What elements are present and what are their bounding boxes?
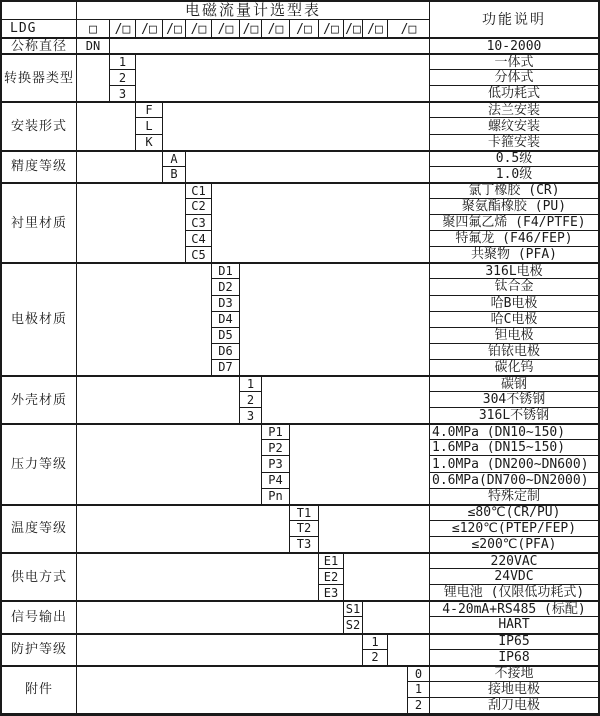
option-code: 2 <box>408 698 430 714</box>
filler-cell <box>77 151 163 183</box>
option-description: 碳化钨 <box>430 360 598 376</box>
option-description: 分体式 <box>430 70 598 86</box>
option-code: D4 <box>212 312 240 328</box>
option-description: 钽电极 <box>430 328 598 344</box>
option-code: K <box>136 135 163 151</box>
category-label: 供电方式 <box>2 553 77 601</box>
option-description: IP65 <box>430 634 598 650</box>
filler-cell <box>290 424 430 504</box>
option-description: 24VDC <box>430 569 598 585</box>
option-code: 2 <box>110 70 136 86</box>
option-description: 特殊定制 <box>430 489 598 505</box>
option-description: 220VAC <box>430 553 598 569</box>
filler-cell <box>77 553 319 601</box>
option-code: D3 <box>212 296 240 312</box>
category-label: 信号输出 <box>2 601 77 633</box>
model-code-placeholder: □ <box>77 20 110 38</box>
option-code: 1 <box>363 634 388 650</box>
option-code: 3 <box>240 408 262 424</box>
option-description: 316L不锈钢 <box>430 408 598 424</box>
option-code: 2 <box>240 392 262 408</box>
option-code: E3 <box>319 585 344 601</box>
filler-cell <box>77 424 262 504</box>
option-code: P3 <box>262 456 290 472</box>
option-description: 1.0级 <box>430 167 598 183</box>
code-slot: /□ <box>163 20 186 38</box>
option-code: 1 <box>240 376 262 392</box>
filler-cell <box>186 151 430 183</box>
filler-cell <box>77 263 212 376</box>
filler-cell <box>110 38 430 54</box>
option-code: T2 <box>290 521 319 537</box>
option-description: ≤80℃(CR/PU) <box>430 505 598 521</box>
option-code: P2 <box>262 440 290 456</box>
option-description: 卡箍安装 <box>430 135 598 151</box>
option-code: T3 <box>290 537 319 553</box>
option-description: 共聚物 (PFA) <box>430 247 598 263</box>
code-slot: /□ <box>363 20 388 38</box>
code-slot: /□ <box>212 20 240 38</box>
option-code: T1 <box>290 505 319 521</box>
option-description: IP68 <box>430 650 598 666</box>
category-label: 温度等级 <box>2 505 77 553</box>
option-code: Pn <box>262 489 290 505</box>
option-description: HART <box>430 617 598 633</box>
model-prefix-label: LDG <box>2 20 77 38</box>
option-description: 4.0MPa (DN10~150) <box>430 424 598 440</box>
option-code: 1 <box>110 54 136 70</box>
option-code: F <box>136 102 163 118</box>
title-row-corner-cell <box>2 2 77 20</box>
option-code: D2 <box>212 279 240 295</box>
option-description: 法兰安装 <box>430 102 598 118</box>
option-description: 钛合金 <box>430 279 598 295</box>
option-code: S2 <box>344 617 363 633</box>
category-label: 衬里材质 <box>2 183 77 263</box>
filler-cell <box>388 634 430 666</box>
filler-cell <box>77 54 110 102</box>
filler-cell <box>77 666 408 714</box>
filler-cell <box>77 376 240 424</box>
option-description: 锂电池 (仅限低功耗式) <box>430 585 598 601</box>
option-code: D5 <box>212 328 240 344</box>
filler-cell <box>262 376 430 424</box>
filler-cell <box>77 601 344 633</box>
option-code: 2 <box>363 650 388 666</box>
filler-cell <box>77 634 363 666</box>
category-label: 附件 <box>2 666 77 714</box>
filler-cell <box>77 505 290 553</box>
option-code: D6 <box>212 344 240 360</box>
option-code: P1 <box>262 424 290 440</box>
option-code: D7 <box>212 360 240 376</box>
category-label: 电极材质 <box>2 263 77 376</box>
option-code: C4 <box>186 231 212 247</box>
option-description: 聚氨酯橡胶 (PU) <box>430 199 598 215</box>
code-slot: /□ <box>136 20 163 38</box>
category-label: 公称直径 <box>2 38 77 54</box>
option-description: 螺纹安装 <box>430 118 598 134</box>
option-description: 特氟龙 (F46/FEP) <box>430 231 598 247</box>
option-description: 0.6MPa(DN700~DN2000) <box>430 473 598 489</box>
code-slot: /□ <box>110 20 136 38</box>
filler-cell <box>212 183 430 263</box>
option-code: 3 <box>110 86 136 102</box>
option-code: 0 <box>408 666 430 682</box>
option-code: B <box>163 167 186 183</box>
category-label: 外壳材质 <box>2 376 77 424</box>
code-slot: /□ <box>319 20 344 38</box>
filler-cell <box>240 263 430 376</box>
code-slot: /□ <box>290 20 319 38</box>
option-code: D1 <box>212 263 240 279</box>
option-code: DN <box>77 38 110 54</box>
option-code: A <box>163 151 186 167</box>
code-slot: /□ <box>186 20 212 38</box>
option-code: L <box>136 118 163 134</box>
option-code: E2 <box>319 569 344 585</box>
option-description: 1.6MPa (DN15~150) <box>430 440 598 456</box>
filler-cell <box>319 505 430 553</box>
option-description: 哈B电极 <box>430 296 598 312</box>
option-code: 1 <box>408 682 430 698</box>
option-description: 不接地 <box>430 666 598 682</box>
code-slot: /□ <box>240 20 262 38</box>
option-description: 10-2000 <box>430 38 598 54</box>
option-description: 接地电极 <box>430 682 598 698</box>
option-code: C5 <box>186 247 212 263</box>
filler-cell <box>136 54 430 102</box>
option-description: 1.0MPa (DN200~DN600) <box>430 456 598 472</box>
option-description: 低功耗式 <box>430 86 598 102</box>
option-code: C3 <box>186 215 212 231</box>
category-label: 安装形式 <box>2 102 77 150</box>
option-description: 刮刀电极 <box>430 698 598 714</box>
option-description: 0.5级 <box>430 151 598 167</box>
option-description: 304不锈钢 <box>430 392 598 408</box>
category-label: 精度等级 <box>2 151 77 183</box>
option-description: ≤120℃(PTEP/FEP) <box>430 521 598 537</box>
filler-cell <box>77 102 136 150</box>
option-description: 一体式 <box>430 54 598 70</box>
option-description: 碳钢 <box>430 376 598 392</box>
option-code: C1 <box>186 183 212 199</box>
category-label: 防护等级 <box>2 634 77 666</box>
filler-cell <box>344 553 430 601</box>
option-code: S1 <box>344 601 363 617</box>
filler-cell <box>163 102 430 150</box>
code-slot: /□ <box>262 20 290 38</box>
code-slot: /□ <box>388 20 430 38</box>
option-description: 哈C电极 <box>430 312 598 328</box>
category-label: 压力等级 <box>2 424 77 504</box>
option-description: 铂铱电极 <box>430 344 598 360</box>
option-description: 316L电极 <box>430 263 598 279</box>
option-description: 聚四氟乙烯 (F4/PTFE) <box>430 215 598 231</box>
option-description: 氯丁橡胶 (CR) <box>430 183 598 199</box>
option-code: P4 <box>262 473 290 489</box>
code-slot: /□ <box>344 20 363 38</box>
filler-cell <box>77 183 186 263</box>
category-label: 转换器类型 <box>2 54 77 102</box>
function-description-header: 功能说明 <box>430 2 598 38</box>
option-description: ≤200℃(PFA) <box>430 537 598 553</box>
option-code: C2 <box>186 199 212 215</box>
option-description: 4-20mA+RS485 (标配) <box>430 601 598 617</box>
filler-cell <box>363 601 430 633</box>
option-code: E1 <box>319 553 344 569</box>
page-title: 电磁流量计选型表 <box>77 2 430 20</box>
selection-table-grid <box>2 2 598 714</box>
